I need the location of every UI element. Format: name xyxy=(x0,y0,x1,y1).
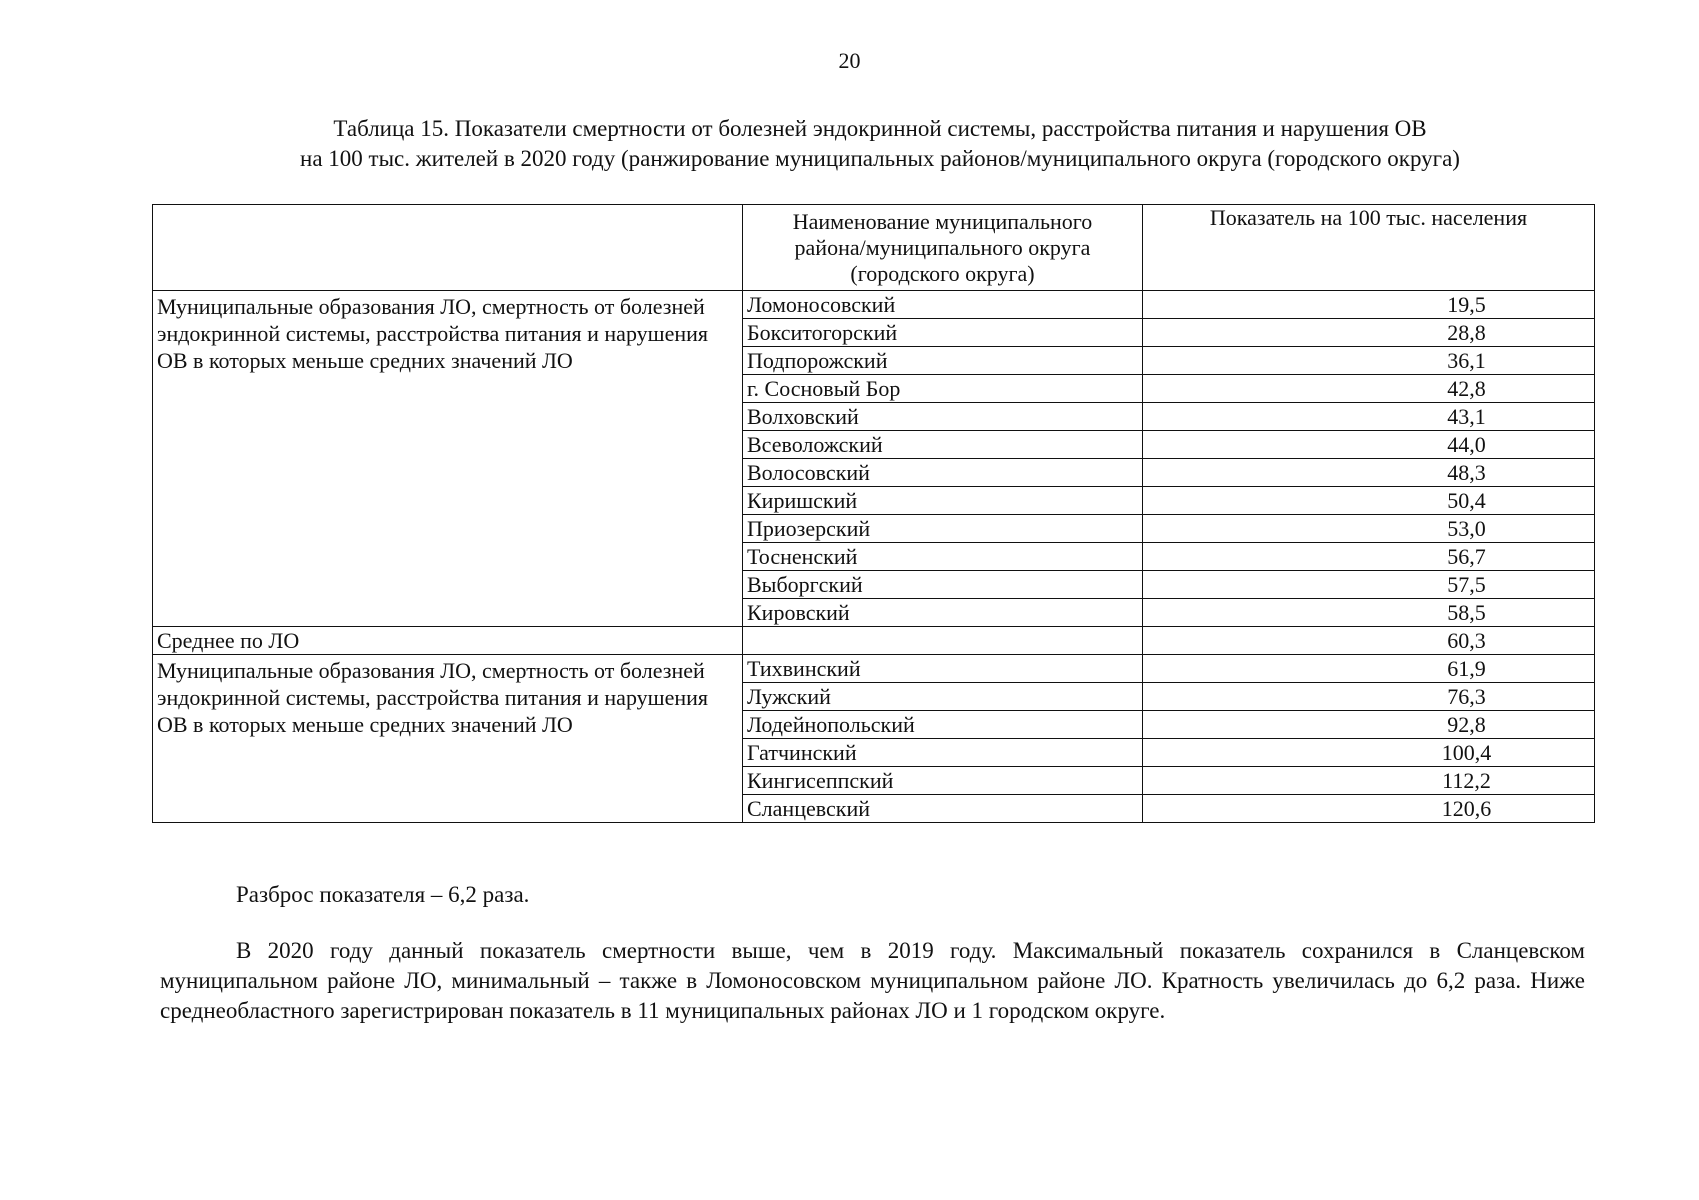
rate-value-cell: 120,6 xyxy=(1143,795,1595,823)
rate-value-cell: 56,7 xyxy=(1143,543,1595,571)
municipality-name-cell: Подпорожский xyxy=(743,347,1143,375)
municipality-name-cell: Бокситогорский xyxy=(743,319,1143,347)
group-label-cell: Муниципальные образования ЛО, смертность от болезней эндокринной системы, расстройства питания и нарушения ОВ в которых меньше средних значений ЛО xyxy=(153,291,743,627)
rate-value-cell: 19,5 xyxy=(1143,291,1595,319)
rate-value-cell: 36,1 xyxy=(1143,347,1595,375)
rate-value-cell: 100,4 xyxy=(1143,739,1595,767)
municipality-name-cell: Всеволожский xyxy=(743,431,1143,459)
spread-paragraph: Разброс показателя – 6,2 раза. xyxy=(236,882,530,907)
summary-paragraph: В 2020 году данный показатель смертности выше, чем в 2019 году. Максимальный показатель сохранился в Сланцевском муниципальном районе ЛО, минимальный – также в Ломоносовском муниципальном районе ЛО. Кратность увеличилась до 6,2 раза. Ниже среднеобластного зарегистрирован показатель в 11 муниципальных районах ЛО и 1 городском округе. xyxy=(160,938,1585,1023)
page-number: 20 xyxy=(838,48,861,73)
rate-value-cell: 53,0 xyxy=(1143,515,1595,543)
municipality-name-cell: Лужский xyxy=(743,683,1143,711)
municipality-name-cell: Лодейнопольский xyxy=(743,711,1143,739)
rate-value-cell: 42,8 xyxy=(1143,375,1595,403)
header-value: Показатель на 100 тыс. населения xyxy=(1143,205,1595,291)
rate-value-cell: 112,2 xyxy=(1143,767,1595,795)
group-label-cell: Муниципальные образования ЛО, смертность от болезней эндокринной системы, расстройства питания и нарушения ОВ в которых меньше средних значений ЛО xyxy=(153,655,743,823)
rate-value-cell: 48,3 xyxy=(1143,459,1595,487)
table-row xyxy=(153,655,1595,683)
municipality-name-cell: Выборгский xyxy=(743,571,1143,599)
header-row xyxy=(153,205,1595,291)
municipality-name-cell: Сланцевский xyxy=(743,795,1143,823)
header-empty-cell xyxy=(153,205,743,291)
rate-value-cell: 50,4 xyxy=(1143,487,1595,515)
rate-value-cell: 57,5 xyxy=(1143,571,1595,599)
rate-value-cell: 43,1 xyxy=(1143,403,1595,431)
municipality-name-cell: Волховский xyxy=(743,403,1143,431)
table-body xyxy=(153,205,1595,823)
average-row xyxy=(153,627,1595,655)
municipality-name-cell: Приозерский xyxy=(743,515,1143,543)
mortality-table xyxy=(152,204,1595,823)
table-row xyxy=(153,291,1595,319)
municipality-name-cell: Кингисеппский xyxy=(743,767,1143,795)
municipality-name-cell: Тосненский xyxy=(743,543,1143,571)
municipality-name-cell: Гатчинский xyxy=(743,739,1143,767)
header-municipality: Наименование муниципального района/муниципального округа (городского округа) xyxy=(743,205,1143,291)
municipality-name-cell: Ломоносовский xyxy=(743,291,1143,319)
caption-line-2: на 100 тыс. жителей в 2020 году (ранжирование муниципальных районов/муниципального округа (городского округа) xyxy=(300,146,1460,171)
rate-value-cell: 92,8 xyxy=(1143,711,1595,739)
average-value-cell: 60,3 xyxy=(1143,627,1595,655)
rate-value-cell: 61,9 xyxy=(1143,655,1595,683)
rate-value-cell: 76,3 xyxy=(1143,683,1595,711)
caption-line-1: Таблица 15. Показатели смертности от болезней эндокринной системы, расстройства питания и нарушения ОВ xyxy=(333,116,1427,141)
rate-value-cell: 58,5 xyxy=(1143,599,1595,627)
table-caption xyxy=(150,114,1610,174)
rate-value-cell: 44,0 xyxy=(1143,431,1595,459)
municipality-name-cell: г. Сосновый Бор xyxy=(743,375,1143,403)
average-name-cell xyxy=(743,627,1143,655)
municipality-name-cell: Кировский xyxy=(743,599,1143,627)
rate-value-cell: 28,8 xyxy=(1143,319,1595,347)
municipality-name-cell: Волосовский xyxy=(743,459,1143,487)
average-label-cell: Среднее по ЛО xyxy=(153,627,743,655)
municipality-name-cell: Киришский xyxy=(743,487,1143,515)
municipality-name-cell: Тихвинский xyxy=(743,655,1143,683)
